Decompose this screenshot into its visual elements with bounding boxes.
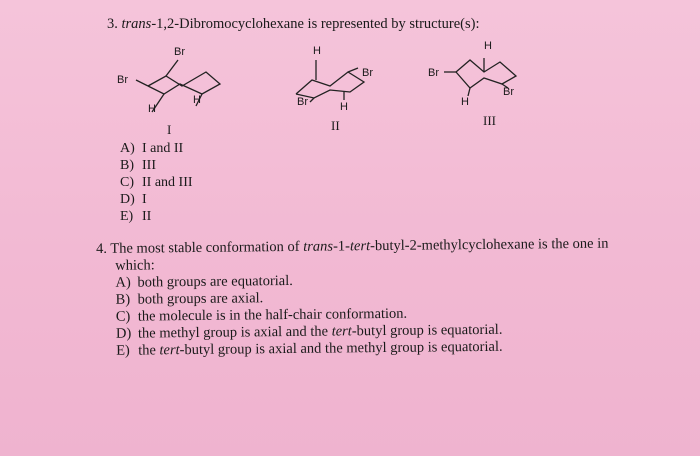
question-4-choice-d[interactable]: D) the methyl group is axial and the tert-butyl group is equatorial. [115,321,503,342]
question-4-choice-e[interactable]: E) the tert-butyl group is axial and the methyl group is equatorial. [116,338,503,359]
question-3-italic-prefix: trans [121,16,152,32]
structure-2-h-bottom: H [340,101,348,113]
question-3-stem [107,16,479,33]
structure-3-label: III [483,113,496,128]
structure-3-h-top: H [484,40,492,52]
structure-1-br-top: Br [174,46,185,58]
structure-3-h-bottom: H [461,96,469,108]
structure-1-br-left: Br [117,74,128,86]
question-4-choice-c[interactable]: C) the molecule is in the half-chair conformation. [115,305,408,325]
question-3-choice-d[interactable]: D) I [120,192,147,207]
question-3-number: 3. [107,16,118,32]
question-4-stem-line-2: which: [115,257,155,274]
structure-1-h-bottom-left: H [148,103,156,115]
structure-3-br-left: Br [428,67,439,79]
question-3-text: -1,2-Dibromocyclohexane is represented by structure(s): [151,16,480,32]
question-3-choice-b[interactable]: B) III [120,158,156,173]
structure-3-br-right: Br [503,86,514,98]
question-4-stem-line-1: 4. The most stable conformation of trans-1-tert-butyl-2-methylcyclohexane is the one in [96,235,609,257]
question-4-choice-b[interactable]: B) both groups are axial. [115,290,264,308]
structure-1-label: I [167,122,172,137]
structure-2-br-bottom-left: Br [297,96,308,108]
question-4 [96,236,610,360]
structure-3-chair [440,50,530,100]
question-3-choice-a[interactable]: A) I and II [120,141,184,156]
structure-2-h-top: H [313,45,321,57]
question-4-choice-a[interactable]: A) both groups are equatorial. [115,272,293,291]
question-3-choice-e[interactable]: E) II [120,209,152,224]
question-4-number: 4. [96,240,108,257]
structure-2-label: II [331,118,340,133]
question-3-choices [120,140,193,225]
question-3-choice-c[interactable]: C) II and III [120,175,193,190]
structure-2-br-right: Br [362,67,373,79]
structure-1-h-bottom-right: H [193,94,201,106]
structure-1-chair [130,58,230,118]
